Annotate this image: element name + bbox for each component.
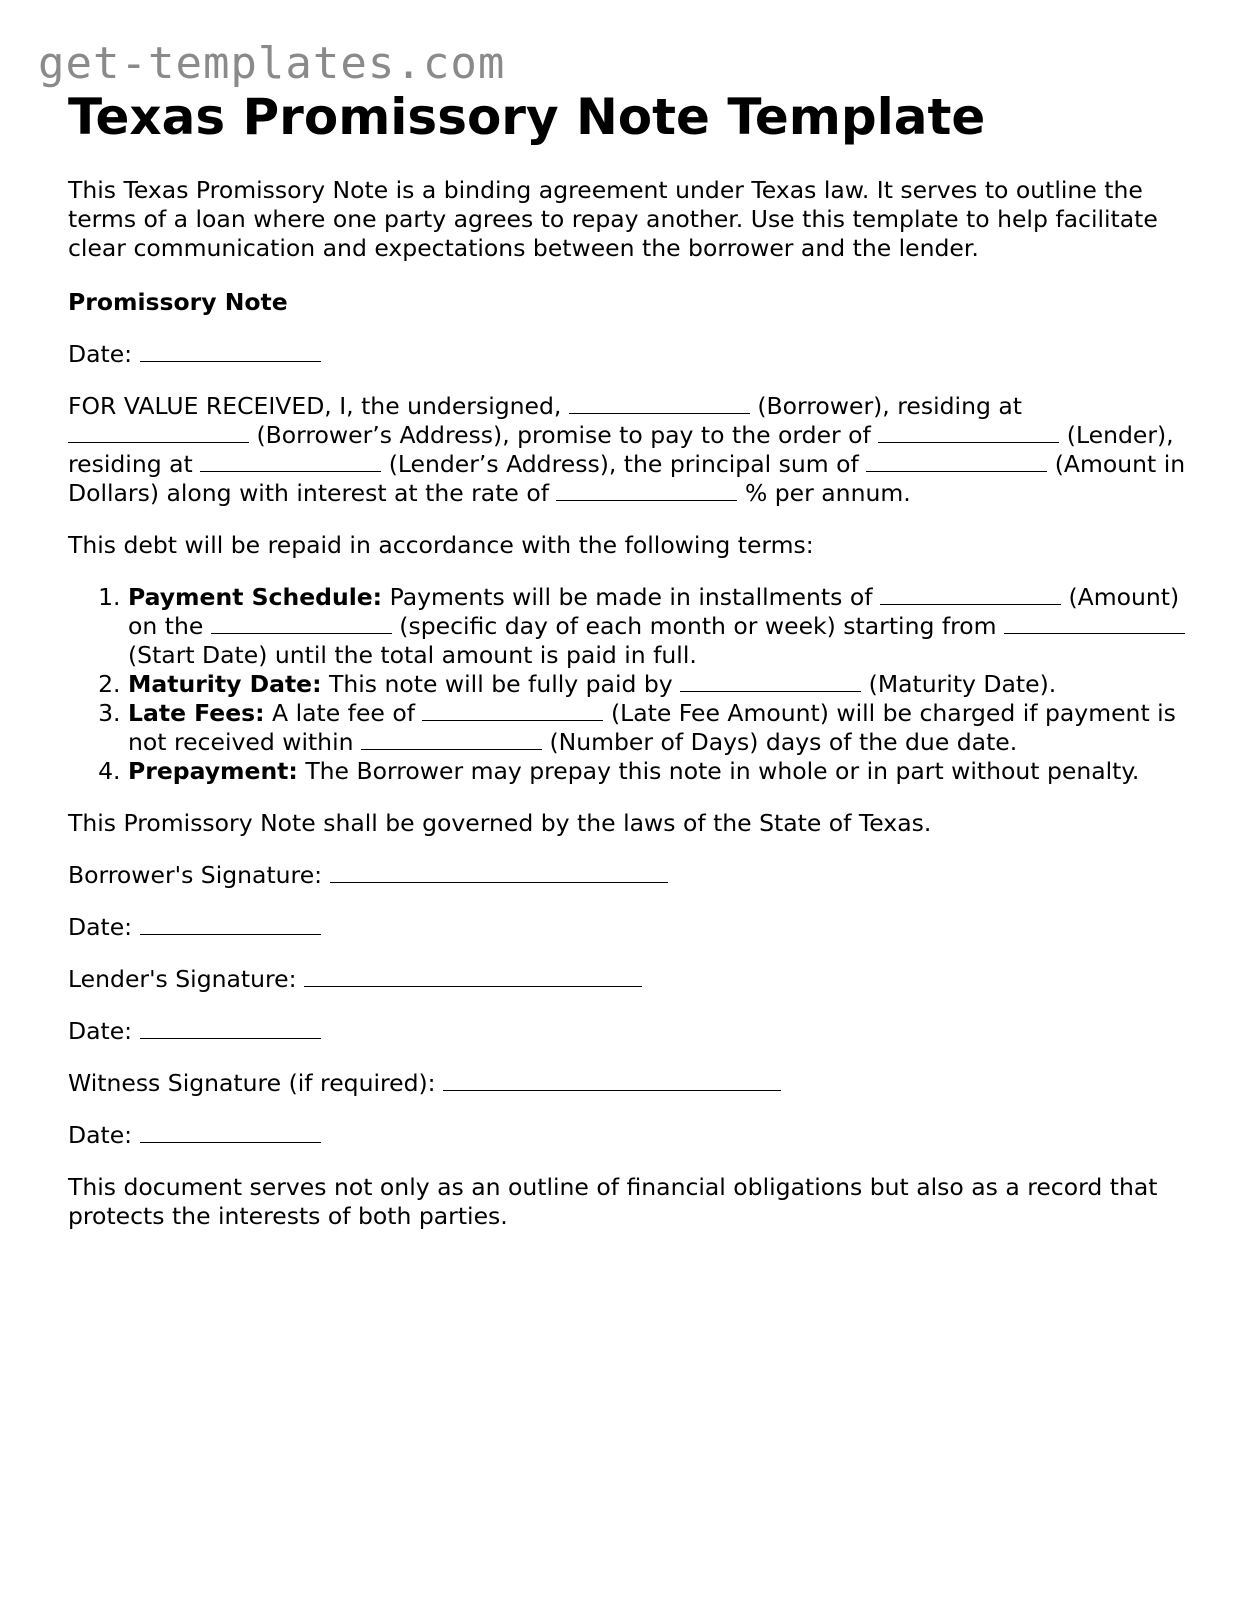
date-line-3 — [68, 1017, 1188, 1046]
witness-signature-label: Witness Signature (if required): — [68, 1069, 436, 1097]
body-text: (Lender), residing at — [68, 421, 1174, 478]
term-prepayment — [128, 757, 1188, 786]
document-page — [68, 86, 1188, 1231]
borrower-signature-label: Borrower's Signature: — [68, 861, 323, 889]
page-title: Texas Promissory Note Template — [68, 88, 986, 146]
body-text: FOR VALUE RECEIVED, I, the undersigned, — [68, 392, 562, 420]
body-text: % per annum. — [744, 479, 911, 507]
term-title: Late Fees: — [128, 699, 265, 727]
term-text: (Start Date) until the total amount is paid in full. — [128, 641, 697, 669]
term-text: A late fee of — [272, 699, 415, 727]
lender-name-blank — [878, 421, 1059, 443]
body-text: (Borrower), residing at — [757, 392, 1022, 420]
term-maturity-date — [128, 670, 1188, 699]
number-of-days-blank — [361, 728, 542, 750]
lender-signature-blank — [304, 965, 642, 987]
borrower-signature-blank — [330, 861, 668, 883]
body-text: (Borrower’s Address), promise to pay to the order of — [256, 421, 871, 449]
date-blank — [140, 1121, 321, 1143]
value-received-paragraph — [68, 392, 1188, 508]
terms-intro: This debt will be repaid in accordance with the following terms: — [68, 531, 814, 559]
watermark: get-templates.com — [38, 38, 506, 89]
date-line-1 — [68, 340, 1188, 369]
date-label: Date: — [68, 913, 133, 941]
witness-signature-blank — [443, 1069, 781, 1091]
date-blank — [140, 340, 321, 362]
maturity-date-blank — [680, 670, 861, 692]
borrower-signature-line — [68, 861, 1188, 890]
date-line-2 — [68, 913, 1188, 942]
installment-amount-blank — [880, 583, 1061, 605]
term-text: (Number of Days) days of the due date. — [549, 728, 1018, 756]
date-label: Date: — [68, 1121, 133, 1149]
intro-paragraph: This Texas Promissory Note is a binding agreement under Texas law. It serves to outline the terms of a loan where one party agrees to repay another. Use this template to help facilitate clear communication and expectations between the borrower and the lender. — [68, 176, 1158, 262]
body-text: (Amount in Dollars) along with interest at the rate of — [68, 450, 1186, 507]
term-text: (Amount) on the — [128, 583, 1180, 640]
term-text: (specific day of each month or week) starting from — [399, 612, 997, 640]
governing-law: This Promissory Note shall be governed by the laws of the State of Texas. — [68, 809, 932, 837]
term-text: This note will be fully paid by — [329, 670, 673, 698]
start-date-blank — [1004, 612, 1185, 634]
lender-signature-label: Lender's Signature: — [68, 965, 297, 993]
term-title: Prepayment: — [128, 757, 298, 785]
lender-signature-line — [68, 965, 1188, 994]
term-text: (Maturity Date). — [868, 670, 1057, 698]
term-text: Payments will be made in installments of — [389, 583, 873, 611]
term-title: Payment Schedule: — [128, 583, 383, 611]
body-text: (Lender’s Address), the principal sum of — [388, 450, 859, 478]
witness-signature-line — [68, 1069, 1188, 1098]
late-fee-amount-blank — [422, 699, 603, 721]
borrower-address-blank — [68, 421, 249, 443]
term-payment-schedule — [128, 583, 1188, 670]
date-blank — [140, 913, 321, 935]
term-text: (Late Fee Amount) will be charged if payment is not received within — [128, 699, 1176, 756]
term-text: The Borrower may prepay this note in whole or in part without penalty. — [305, 757, 1140, 785]
section-heading: Promissory Note — [68, 288, 288, 316]
interest-rate-blank — [556, 479, 737, 501]
lender-address-blank — [200, 450, 381, 472]
closing-paragraph: This document serves not only as an outline of financial obligations but also as a record that protects the interests of both parties. — [68, 1173, 1158, 1230]
borrower-name-blank — [569, 392, 750, 414]
date-label: Date: — [68, 1017, 133, 1045]
terms-list — [68, 583, 1188, 786]
date-blank — [140, 1017, 321, 1039]
amount-blank — [866, 450, 1047, 472]
term-title: Maturity Date: — [128, 670, 322, 698]
payment-day-blank — [211, 612, 392, 634]
date-label: Date: — [68, 340, 133, 368]
date-line-4 — [68, 1121, 1188, 1150]
term-late-fees — [128, 699, 1188, 757]
